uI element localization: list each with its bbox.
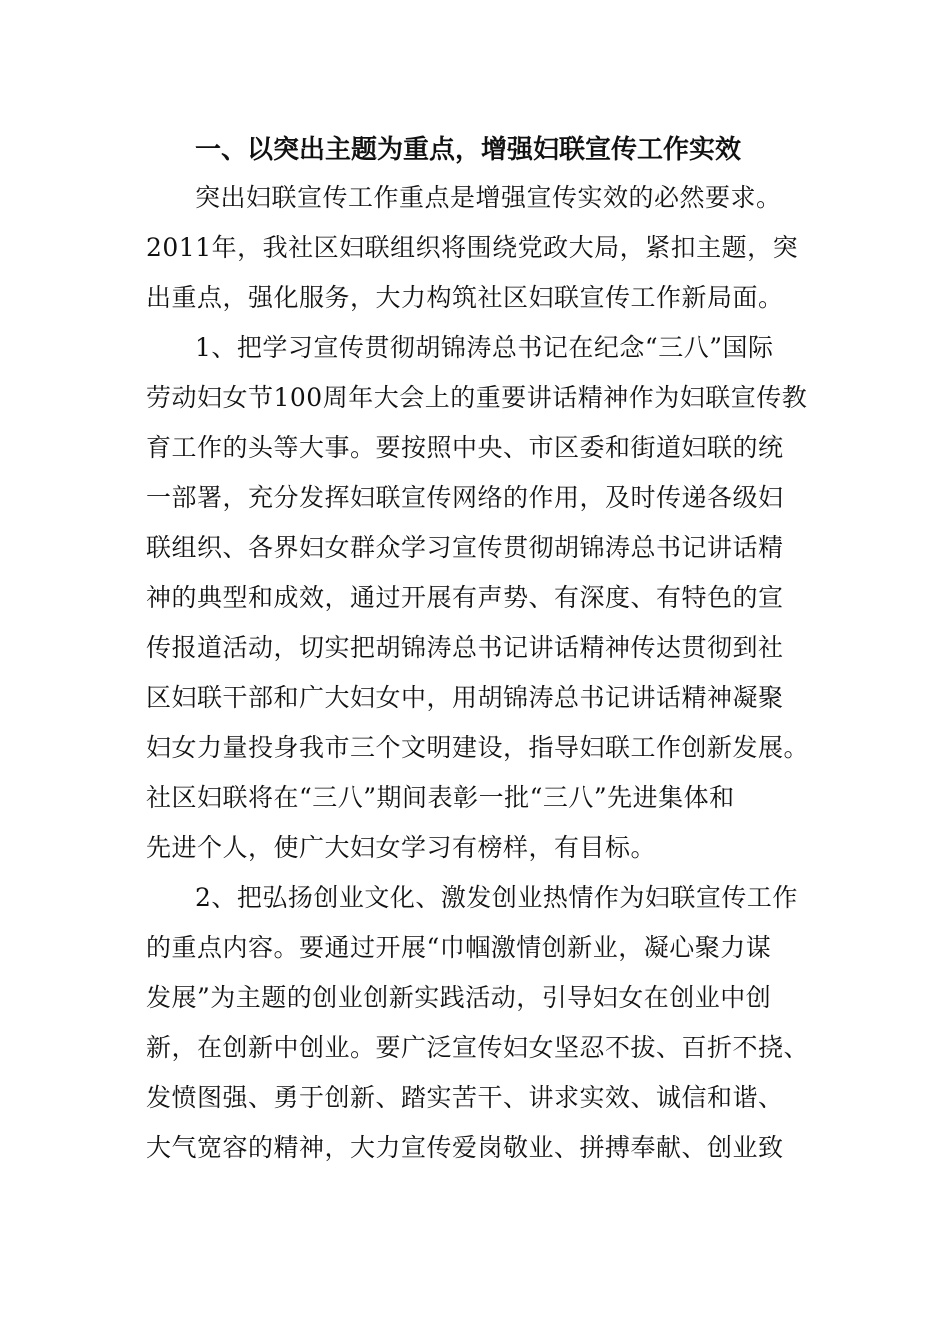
paragraph-line: 区妇联干部和广大妇女中，用胡锦涛总书记讲话精神凝聚	[146, 683, 784, 712]
paragraph-line: 神的典型和成效，通过开展有声势、有深度、有特色的宣	[146, 583, 784, 612]
paragraph-line: 社区妇联将在“三八”期间表彰一批“三八”先进集体和	[146, 783, 735, 812]
paragraph-line: 先进个人，使广大妇女学习有榜样，有目标。	[146, 833, 657, 862]
paragraph-line: 传报道活动，切实把胡锦涛总书记讲话精神传达贯彻到社	[146, 633, 784, 662]
paragraph-line: 1、把学习宣传贯彻胡锦涛总书记在纪念“三八”国际	[195, 333, 774, 362]
section-heading: 一、以突出主题为重点，增强妇联宣传工作实效	[195, 135, 742, 165]
paragraph-line: 大气宽容的精神，大力宣传爱岗敬业、拼搏奉献、创业致	[146, 1133, 784, 1162]
paragraph-line: 劳动妇女节100周年大会上的重要讲话精神作为妇联宣传教	[146, 383, 808, 412]
paragraph-line: 突出妇联宣传工作重点是增强宣传实效的必然要求。	[195, 183, 782, 212]
paragraph-line: 新，在创新中创业。要广泛宣传妇女坚忍不拔、百折不挠、	[146, 1033, 810, 1062]
paragraph-line: 2、把弘扬创业文化、激发创业热情作为妇联宣传工作	[195, 883, 798, 912]
paragraph-line: 一部署，充分发挥妇联宣传网络的作用，及时传递各级妇	[146, 483, 784, 512]
paragraph-line: 2011年，我社区妇联组织将围绕党政大局，紧扣主题，突	[146, 233, 799, 262]
paragraph-line: 发愤图强、勇于创新、踏实苦干、讲求实效、诚信和谐、	[146, 1083, 784, 1112]
paragraph-line: 育工作的头等大事。要按照中央、市区委和街道妇联的统	[146, 433, 784, 462]
paragraph-line: 出重点，强化服务，大力构筑社区妇联宣传工作新局面。	[146, 283, 784, 312]
paragraph-line: 联组织、各界妇女群众学习宣传贯彻胡锦涛总书记讲话精	[146, 533, 784, 562]
paragraph-line: 发展”为主题的创业创新实践活动，引导妇女在创业中创	[146, 983, 772, 1012]
paragraph-line: 的重点内容。要通过开展“巾帼激情创新业，凝心聚力谋	[146, 933, 772, 962]
paragraph-line: 妇女力量投身我市三个文明建设，指导妇联工作创新发展。	[146, 733, 810, 762]
